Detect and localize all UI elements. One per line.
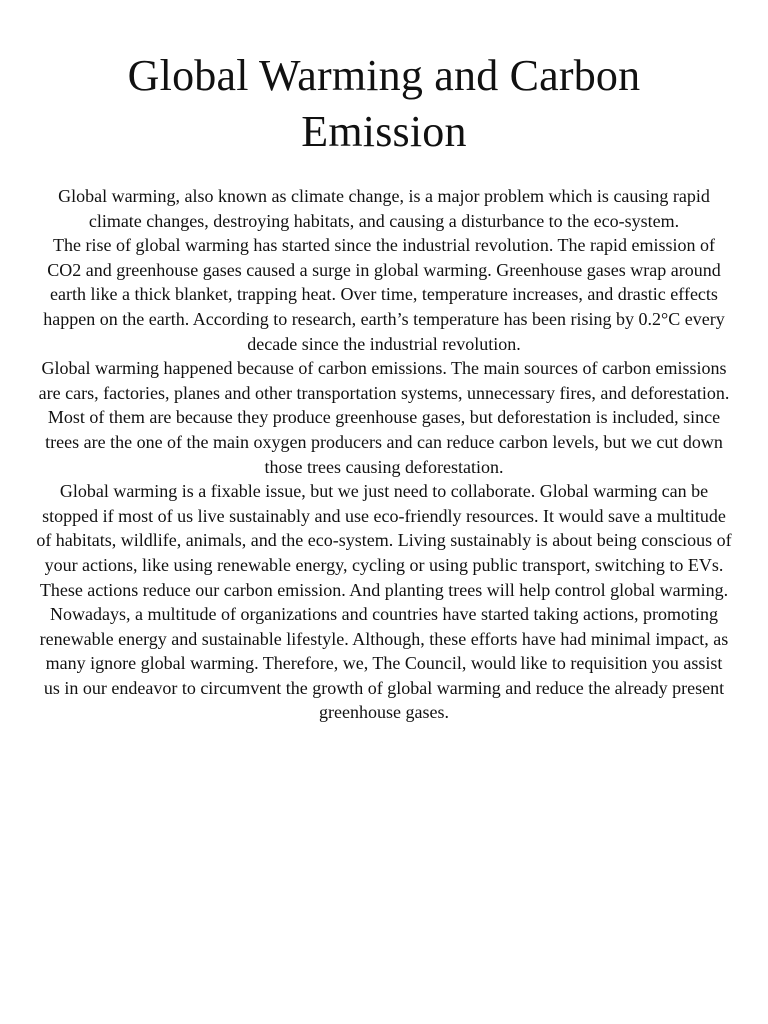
document-title: Global Warming and Carbon Emission [127, 51, 641, 156]
paragraph-causes-history: The rise of global warming has started since the industrial revolution. The rapid emission of CO2 and greenhouse gases caused a surge in global warming. Greenhouse gases wrap around earth like a thick blanket, trapping heat. Over time, temperature increases, and drastic effects happen on the earth. According to research, earth’s temperature has been rising by 0.2°C every decade since the industrial revolution. [43, 235, 725, 354]
paragraph-carbon-sources: Global warming happened because of carbon emissions. The main sources of carbon emissions are cars, factories, planes and other transportation systems, unnecessary fires, and deforestation. Most of them are because they produce greenhouse gases, but deforestation is included, since trees are the one of the main oxygen producers and can reduce carbon levels, but we cut down those trees causing deforestation. [38, 358, 730, 477]
paragraph-call-to-action: Nowadays, a multitude of organizations and countries have started taking actions, promoting renewable energy and sustainable lifestyle. Although, these efforts have had minimal impact, as many ignore global warming. Therefore, we, The Council, would like to requisition you assist us in our endeavor to circumvent the growth of global warming and reduce the already present greenhouse gases. [39, 604, 729, 723]
paragraph-introduction: Global warming, also known as climate change, is a major problem which is causing rapid climate changes, destroying habitats, and causing a disturbance to the eco-system. [58, 186, 710, 231]
paragraph-solutions: Global warming is a fixable issue, but we just need to collaborate. Global warming can be stopped if most of us live sustainably and use eco-friendly resources. It would save a multitude of habitats, wildlife, animals, and the eco-system. Living sustainably is about being conscious of your actions, like using renewable energy, cycling or using public transport, switching to EVs. These actions reduce our carbon emission. And planting trees will help control global warming. [36, 481, 732, 600]
document-body [36, 184, 732, 725]
